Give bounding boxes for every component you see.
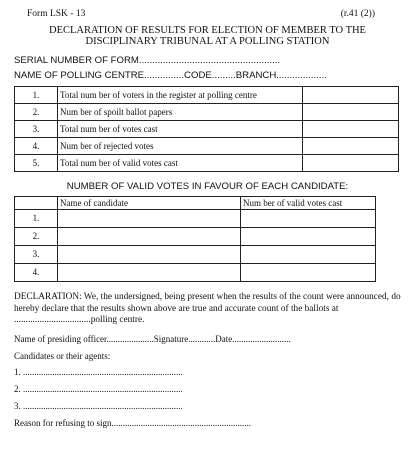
table-row xyxy=(15,246,376,264)
declaration-text: DECLARATION: We, the undersigned, being present when the results of the count were announced, do hereby declare that the results shown above are true and accurate count of the ballots at .................................polling centre. xyxy=(14,292,401,325)
agent-line: 2. ....................................................................... xyxy=(14,384,183,394)
row-value-cell[interactable] xyxy=(303,138,399,155)
candidates-heading: NUMBER OF VALID VOTES IN FAVOUR OF EACH CANDIDATE: xyxy=(66,181,349,192)
refusal-reason-line: Reason for refusing to sign.............................................................. xyxy=(14,418,251,428)
table-header-row xyxy=(15,197,376,210)
candidate-votes-cell[interactable] xyxy=(241,264,376,282)
row-value-cell[interactable] xyxy=(303,87,399,104)
agent-line: 1. ....................................................................... xyxy=(14,367,183,377)
row-number: 1. xyxy=(15,87,58,104)
table-row xyxy=(15,87,399,104)
agent-line: 3. ....................................................................... xyxy=(14,401,183,411)
candidates-table xyxy=(14,196,376,282)
row-number: 3. xyxy=(15,246,58,264)
candidate-name-cell[interactable] xyxy=(58,228,241,246)
candidate-votes-cell[interactable] xyxy=(241,210,376,228)
row-number: 1. xyxy=(15,210,58,228)
column-header-votes: Num ber of valid votes cast xyxy=(241,197,376,210)
table-row xyxy=(15,264,376,282)
row-value-cell[interactable] xyxy=(303,155,399,172)
presiding-officer-line: Name of presiding officer.....................Signature............Date.......................... xyxy=(14,334,291,344)
row-number: 3. xyxy=(15,121,58,138)
row-label: Total num ber of voters in the register at polling centre xyxy=(58,87,303,104)
candidate-votes-cell[interactable] xyxy=(241,228,376,246)
row-label: Num ber of rejected votes xyxy=(58,138,303,155)
table-row xyxy=(15,121,399,138)
row-label: Num ber of spoilt ballot papers xyxy=(58,104,303,121)
form-title-line1: DECLARATION OF RESULTS FOR ELECTION OF MEMBER TO THE xyxy=(49,25,366,36)
row-number: 4. xyxy=(15,138,58,155)
column-header-name: Name of candidate xyxy=(58,197,241,210)
row-number: 2. xyxy=(15,104,58,121)
header-blank-cell xyxy=(15,197,58,210)
table-row xyxy=(15,155,399,172)
serial-number-line: SERIAL NUMBER OF FORM..................................................... xyxy=(14,55,281,66)
row-number: 4. xyxy=(15,264,58,282)
candidate-votes-cell[interactable] xyxy=(241,246,376,264)
table-row xyxy=(15,104,399,121)
agents-label: Candidates or their agents: xyxy=(14,351,111,361)
row-label: Total num ber of votes cast xyxy=(58,121,303,138)
candidate-name-cell[interactable] xyxy=(58,264,241,282)
row-number: 5. xyxy=(15,155,58,172)
polling-centre-line: NAME OF POLLING CENTRE...............CODE.........BRANCH................... xyxy=(14,70,327,81)
table-row xyxy=(15,138,399,155)
table-row xyxy=(15,210,376,228)
row-value-cell[interactable] xyxy=(303,104,399,121)
table-row xyxy=(15,228,376,246)
candidate-name-cell[interactable] xyxy=(58,210,241,228)
row-label: Total num ber of valid votes cast xyxy=(58,155,303,172)
form-id: Form LSK - 13 xyxy=(27,9,86,19)
rule-reference: (r.41 (2)) xyxy=(340,9,375,19)
candidate-name-cell[interactable] xyxy=(58,246,241,264)
results-table xyxy=(14,86,399,172)
row-value-cell[interactable] xyxy=(303,121,399,138)
form-title-line2: DISCIPLINARY TRIBUNAL AT A POLLING STATION xyxy=(85,36,330,47)
row-number: 2. xyxy=(15,228,58,246)
